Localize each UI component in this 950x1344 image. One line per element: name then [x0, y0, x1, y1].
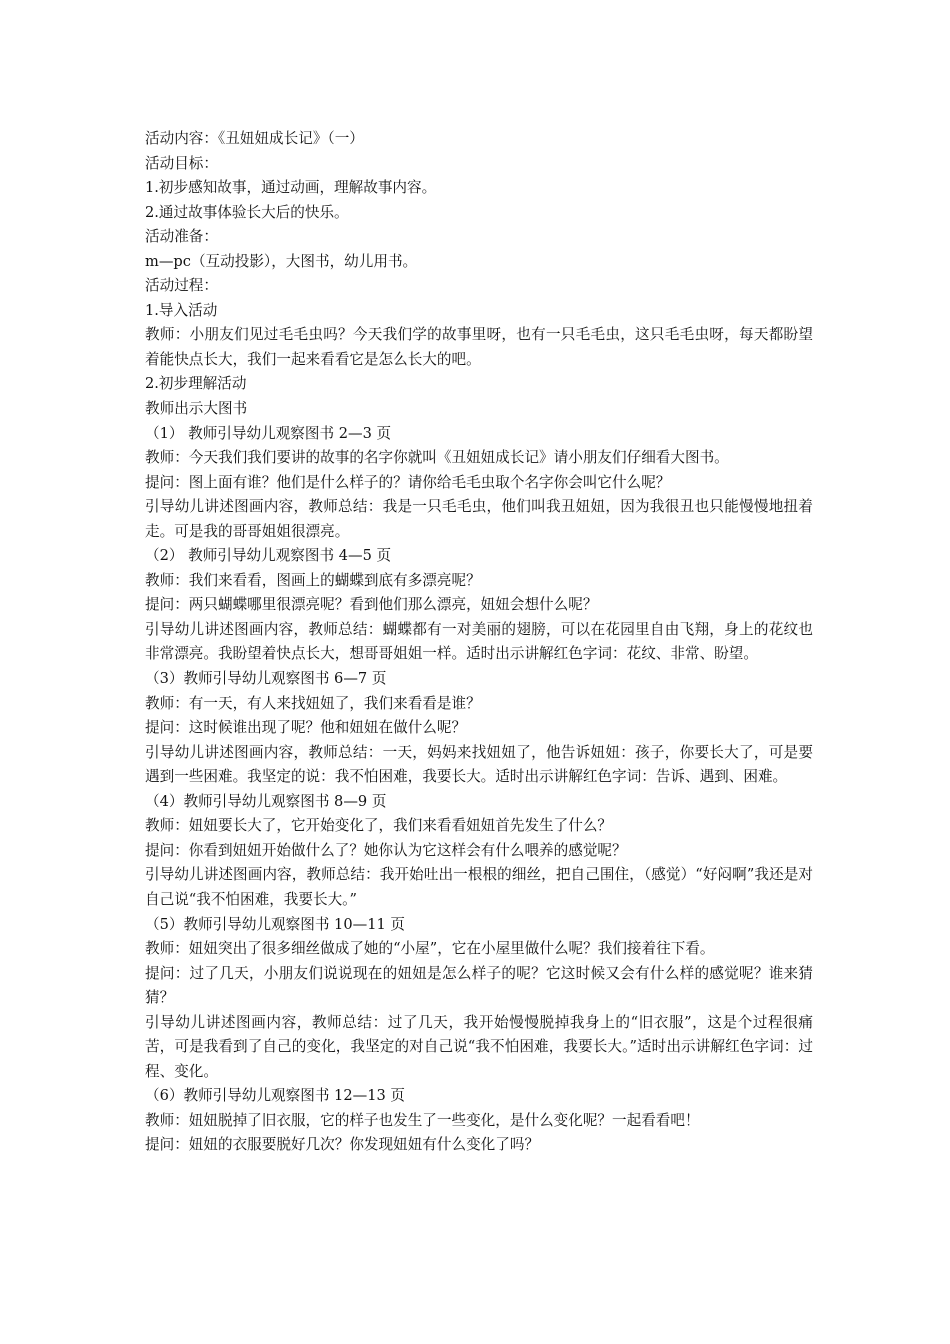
section-heading: （5）教师引导幼儿观察图书 10—11 页 — [145, 915, 406, 933]
section-1 — [145, 422, 813, 545]
section-line: 提问：图上面有谁？他们是什么样子的？请你给毛毛虫取个名字你会叫它什么呢？ — [145, 473, 671, 491]
activity-title: 活动内容：《丑妞妞成长记》（一） — [145, 130, 364, 147]
process-heading: 活动过程： — [145, 277, 218, 295]
goals-heading: 活动目标： — [145, 154, 218, 172]
section-line: 教师：妞妞脱掉了旧衣服，它的样子也发生了一些变化，是什么变化呢？一起看看吧！ — [145, 1111, 700, 1129]
section-line: 提问：你看到妞妞开始做什么了？她你认为它这样会有什么喂养的感觉呢？ — [145, 841, 627, 859]
goal-item: 2.通过故事体验长大后的快乐。 — [145, 203, 349, 221]
section-heading: （1） 教师引导幼儿观察图书 2—3 页 — [145, 424, 392, 442]
document-page — [145, 127, 813, 1158]
section-2 — [145, 544, 813, 667]
section-line: 教师：妞妞突出了很多细丝做成了她的“小屋”，它在小屋里做什么呢？我们接着往下看。 — [145, 940, 715, 958]
step2-intro: 教师出示大图书 — [145, 400, 248, 418]
prep-heading: 活动准备： — [145, 228, 218, 246]
section-line: 提问：过了几天，小朋友们说说现在的妞妞是怎么样子的呢？它这时候又会有什么样的感觉呢？谁来猜猜？ — [145, 964, 813, 1007]
prep-text: m—pc（互动投影），大图书，幼儿用书。 — [145, 252, 418, 270]
section-heading: （6）教师引导幼儿观察图书 12—13 页 — [145, 1087, 406, 1105]
section-line: 引导幼儿讲述图画内容，教师总结：我开始吐出一根根的细丝，把自己围住，（感觉）“好闷啊”我还是对自己说“我不怕困难，我要长大。” — [145, 866, 813, 908]
section-line: 引导幼儿讲述图画内容，教师总结：我是一只毛毛虫，他们叫我丑妞妞，因为我很丑也只能慢慢地扭着走。可是我的哥哥姐姐很漂亮。 — [145, 498, 813, 540]
section-line: 教师：今天我们我们要讲的故事的名字你就叫《丑妞妞成长记》请小朋友们仔细看大图书。 — [145, 449, 729, 467]
section-line: 提问：这时候谁出现了呢？他和妞妞在做什么呢？ — [145, 719, 467, 737]
goal-item: 1.初步感知故事，通过动画，理解故事内容。 — [145, 179, 437, 197]
step1-text: 教师：小朋友们见过毛毛虫吗？今天我们学的故事里呀，也有一只毛毛虫，这只毛毛虫呀，每天都盼望着能快点长大，我们一起来看看它是怎么长大的吧。 — [145, 326, 813, 368]
section-line: 引导幼儿讲述图画内容，教师总结：蝴蝶都有一对美丽的翅膀，可以在花园里自由飞翔，身上的花纹也非常漂亮。我盼望着快点长大，想哥哥姐姐一样。适时出示讲解红色字词：花纹、非常、盼望。 — [145, 620, 813, 663]
section-heading: （3）教师引导幼儿观察图书 6—7 页 — [145, 670, 387, 688]
section-6 — [145, 1084, 813, 1158]
section-line: 教师：我们来看看，图画上的蝴蝶到底有多漂亮呢？ — [145, 571, 481, 589]
section-4 — [145, 790, 813, 913]
section-line: 提问：妞妞的衣服要脱好几次？你发现妞妞有什么变化了吗？ — [145, 1136, 540, 1154]
section-heading: （2） 教师引导幼儿观察图书 4—5 页 — [145, 547, 392, 565]
step2-heading: 2.初步理解活动 — [145, 375, 247, 393]
section-3 — [145, 667, 813, 790]
step1-heading: 1.导入活动 — [145, 301, 218, 319]
section-line: 引导幼儿讲述图画内容，教师总结：一天，妈妈来找妞妞了，他告诉妞妞：孩子，你要长大了，可是要遇到一些困难。我坚定的说：我不怕困难，我要长大。适时出示讲解红色字词：告诉、遇到、困难。 — [145, 743, 813, 786]
section-line: 提问：两只蝴蝶哪里很漂亮呢？看到他们那么漂亮，妞妞会想什么呢？ — [145, 596, 598, 614]
section-line: 教师：有一天，有人来找妞妞了，我们来看看是谁？ — [145, 694, 481, 712]
section-5 — [145, 913, 813, 1085]
section-line: 引导幼儿讲述图画内容，教师总结：过了几天，我开始慢慢脱掉我身上的“旧衣服”，这是个过程很痛苦，可是我看到了自己的变化，我坚定的对自己说“我不怕困难，我要长大。”适时出示讲解红色字词：过程、变化。 — [145, 1013, 813, 1080]
section-line: 教师：妞妞要长大了，它开始变化了，我们来看看妞妞首先发生了什么？ — [145, 817, 613, 835]
section-heading: （4）教师引导幼儿观察图书 8—9 页 — [145, 792, 387, 810]
